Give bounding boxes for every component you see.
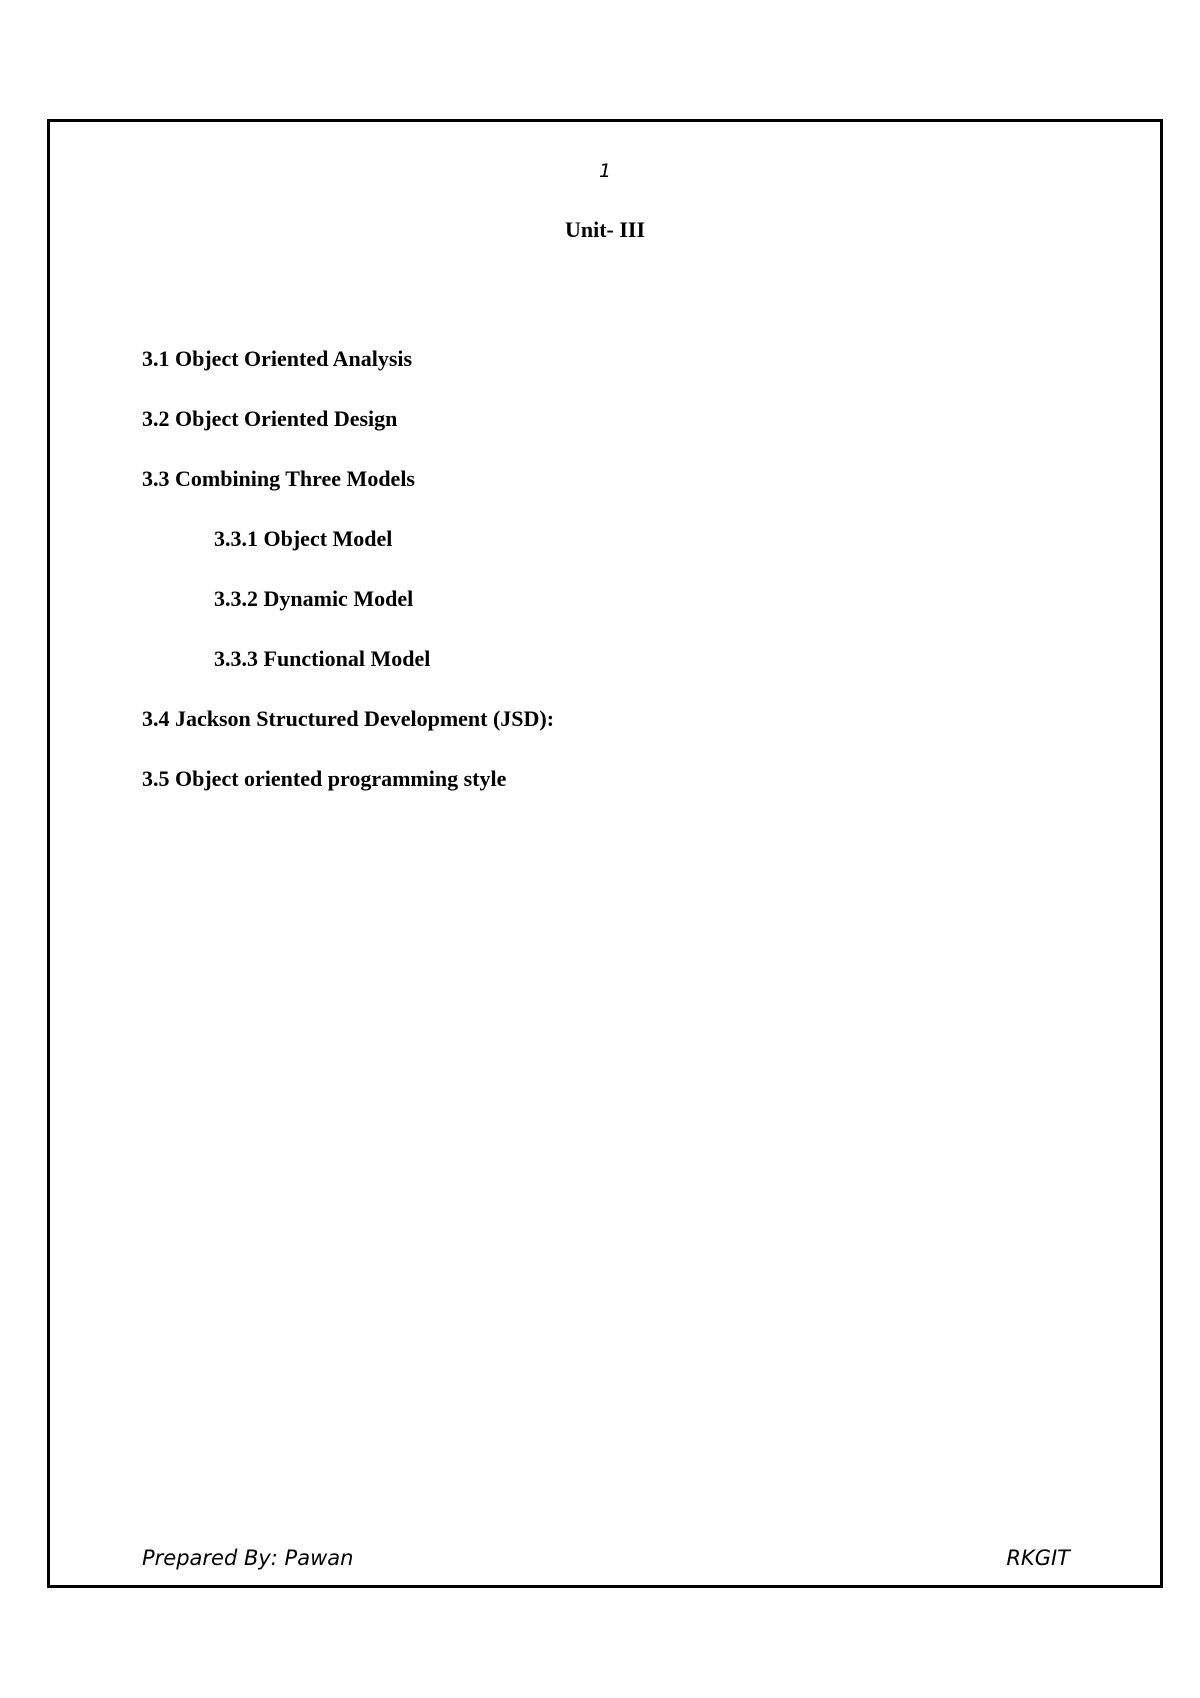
toc-item-3-2: 3.2 Object Oriented Design [142, 406, 398, 431]
toc-item-3-3-2: 3.3.2 Dynamic Model [214, 586, 414, 611]
page-number: 1 [598, 160, 612, 182]
page-frame [47, 119, 1163, 1588]
toc-item-3-4: 3.4 Jackson Structured Development (JSD): [142, 706, 555, 731]
footer-author: Prepared By: Pawan [142, 1546, 354, 1570]
unit-title: Unit- III [564, 217, 646, 242]
toc-item-3-3: 3.3 Combining Three Models [142, 466, 415, 491]
toc-item-3-3-3: 3.3.3 Functional Model [214, 646, 431, 671]
toc-item-3-1: 3.1 Object Oriented Analysis [142, 346, 413, 371]
toc-item-3-3-1: 3.3.1 Object Model [214, 526, 393, 551]
toc-item-3-5: 3.5 Object oriented programming style [142, 766, 507, 791]
footer-institution: RKGIT [1006, 1546, 1070, 1570]
table-of-contents [142, 348, 554, 828]
